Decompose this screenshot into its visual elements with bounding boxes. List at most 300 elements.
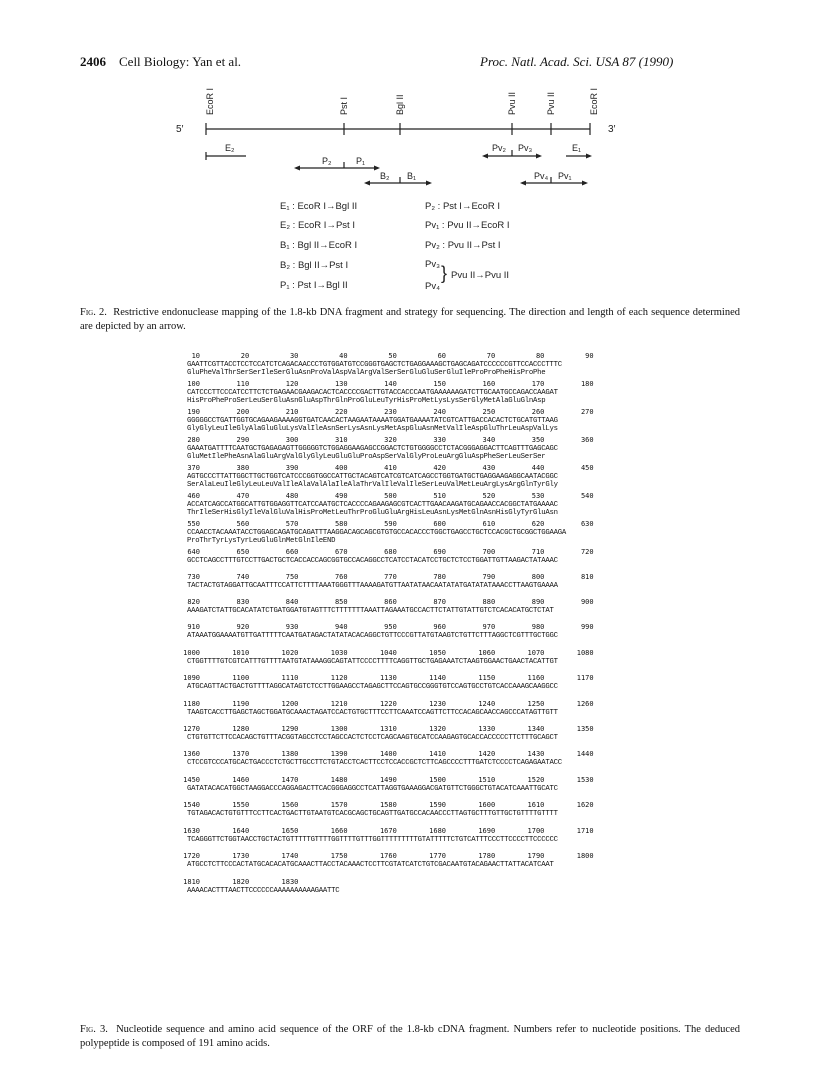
position-number: 150	[433, 380, 446, 388]
nucleotide-line: AAAACACTTTAACTTCCCCCCAAAAAAAAAAGAATTC	[187, 887, 340, 895]
sequence-block	[183, 801, 627, 827]
fragment-label-b2: B₂	[380, 171, 390, 181]
position-number: 720	[580, 548, 594, 556]
site-label-ecori-1: EcoR I	[205, 87, 215, 115]
legend-pv3: Pv₃	[425, 259, 440, 270]
position-number: 520	[482, 492, 496, 500]
position-number: 730	[187, 573, 200, 581]
position-number: 280	[187, 436, 200, 444]
position-number: 890	[531, 598, 545, 606]
position-number: 410	[384, 464, 397, 472]
position-number: 1420	[478, 750, 496, 758]
position-numbers	[183, 827, 627, 836]
position-numbers	[187, 623, 627, 632]
position-number: 1030	[330, 649, 348, 657]
position-number: 770	[384, 573, 397, 581]
position-number: 1640	[232, 827, 250, 835]
position-number: 1060	[478, 649, 496, 657]
nucleotide-line: AGTGCCCTTATTGGCTTGCTGGTCATCCCGGTGGCCATTGCTACAGTCATCGTCATCAGCCTGGTGATGCTGAGGAAGAGGCAATACGGC	[187, 473, 558, 481]
position-number: 220	[334, 408, 348, 416]
position-number: 160	[482, 380, 496, 388]
position-numbers	[183, 700, 627, 709]
nucleotide-line: ATAAATGGAAAATGTTGATTTTTCAATGATAGACTATATACACAGGCTGTTCCCGTTATGTAAGTCTGTTCTTTAGGCTCGTTTGCTGGC	[187, 632, 558, 640]
figure-2-caption	[80, 306, 740, 334]
nucleotide-line: CTCCGTCCCATGCACTGACCCTCTGCTTGCCTTCTGTACCTCACTTCCTCCACCGCTCTTCAGCCCCTTTGATCTCCCCTCAGAGAATACC	[187, 759, 562, 767]
sequence-block	[183, 852, 627, 878]
fragment-label-pv3: Pv₃	[518, 143, 533, 153]
position-number: 470	[236, 492, 250, 500]
position-number: 1230	[429, 700, 446, 708]
nucleotide-line: GGGGGCCTGATTGGTGCAGAAGAAAAGGTGATCAACACTAAGAATAAAATGGATGAAAATATCGTCATTGACCACACTCTGCATGTTAAG	[187, 417, 558, 425]
sequence-block	[183, 827, 627, 853]
sequence-block	[187, 492, 627, 518]
amino-acid-line: GluMetIlePheAsnAlaGluArgValGlyGlyLeuGluGluProAspSerValGlyProLeuArgGluAspPheSerLeuSerSer	[187, 453, 546, 461]
position-number: 1480	[330, 776, 348, 784]
position-number: 660	[285, 548, 299, 556]
fragment-label-b1: B₁	[407, 171, 417, 181]
position-number: 1460	[232, 776, 250, 784]
position-number: 1310	[379, 725, 397, 733]
position-number: 820	[187, 598, 200, 606]
nucleotide-line: GAAATGATTTTCAATGCTGAGAGAGTTGGGGGTCTGGAGGAAGAGCCGGACTCTGTGGGGCCTCTACGGGAGGACTTCAGTTTGAGCAGC	[187, 445, 558, 453]
legend-b2: B₂ : Bgl II→Pst I	[280, 260, 349, 271]
position-number: 170	[531, 380, 545, 388]
position-number: 1490	[379, 776, 397, 784]
legend-pv2: Pv₂ : Pvu II→Pst I	[425, 240, 501, 251]
position-number: 1410	[429, 750, 446, 758]
position-number: 980	[531, 623, 545, 631]
position-number: 420	[433, 464, 446, 472]
position-number: 750	[285, 573, 299, 581]
position-number: 1720	[183, 852, 200, 860]
page-number: 2406	[80, 54, 106, 69]
sequence-block	[187, 464, 627, 490]
fragment-label-p2: P₂	[322, 156, 332, 166]
sequence-block	[183, 649, 627, 675]
position-number: 1800	[576, 852, 594, 860]
nucleotide-line: TACTACTGTAGGATTGCAATTTCCATTCTTTTAAATGGGTTTAAAAGATGTTAATATAACAATATATGATATATAAACCTTAAGTGAAAA	[187, 582, 558, 590]
position-number: 1300	[330, 725, 348, 733]
position-number: 1620	[576, 801, 594, 809]
position-number: 1550	[232, 801, 250, 809]
position-number: 1570	[330, 801, 348, 809]
nucleotide-line: GATATACACATGGCTAAGGACCCAGGAGACTTCACGGGAGGCCTCATTAGGTGAAAGGACGATGTTCTGGGCTGTACATCAAATTGCATC	[187, 785, 558, 793]
position-numbers	[187, 492, 627, 501]
position-number: 1000	[183, 649, 200, 657]
position-number: 1450	[183, 776, 200, 784]
position-number: 1510	[478, 776, 496, 784]
amino-acid-line: SerAlaLeuIleGlyLeuLeuValIleAlaValAlaIleAlaThrValIleValIleSerLeuValMetLeuArgLysArgGlnTyrGly	[187, 481, 558, 489]
position-number: 1290	[281, 725, 299, 733]
position-number: 1140	[429, 674, 446, 682]
position-number: 880	[482, 598, 496, 606]
legend-pv1: Pv₁ : Pvu II→EcoR I	[425, 220, 510, 231]
position-number: 940	[334, 623, 348, 631]
nucleotide-line: AAAGATCTATTGCACATATCTGATGGATGTAGTTTCTTTTTTTAAATTAGAAATGCCACTTCTATTGTATTGTCTCACACATGCTCTAT	[187, 607, 554, 615]
figure-2-label: Fig. 2.	[80, 307, 107, 318]
legend-pv4: Pv₄	[425, 281, 440, 292]
position-number: 510	[433, 492, 446, 500]
position-number: 1120	[330, 674, 348, 682]
sequence-block	[187, 408, 627, 434]
position-number: 1440	[576, 750, 594, 758]
position-number: 1150	[478, 674, 496, 682]
legend-p1: P₁ : Pst I→Bgl II	[280, 280, 348, 291]
position-number: 1320	[429, 725, 446, 733]
position-number: 540	[580, 492, 594, 500]
fragment-label-pv1: Pv₁	[558, 171, 572, 181]
fragment-label-pv2: Pv₂	[492, 143, 506, 153]
position-number: 260	[531, 408, 545, 416]
position-number: 600	[433, 520, 446, 528]
sequence-block	[183, 700, 627, 726]
position-number: 430	[482, 464, 496, 472]
position-number: 1400	[379, 750, 397, 758]
position-number: 920	[236, 623, 250, 631]
position-number: 1520	[527, 776, 545, 784]
position-number: 1740	[281, 852, 299, 860]
arrowhead-left	[482, 154, 488, 159]
position-number: 570	[285, 520, 299, 528]
arrowhead-left	[294, 166, 300, 171]
sequence-block	[183, 750, 627, 776]
position-number: 1540	[183, 801, 200, 809]
restriction-map	[0, 0, 816, 200]
position-number: 1680	[429, 827, 446, 835]
fragment-label-pv4: Pv₄	[534, 171, 549, 181]
nucleotide-line: TGTAGACACTGTGTTTCCTTCACTGACTTGTAATGTCACGCAGCTGCAGTTGATGCCACAACCCTTAGTGCTTTGTTGCTGTTTTGTTTT	[187, 810, 558, 818]
position-number: 300	[285, 436, 299, 444]
position-number: 1070	[527, 649, 545, 657]
position-number: 1590	[429, 801, 446, 809]
position-number: 1560	[281, 801, 299, 809]
position-number: 180	[580, 380, 594, 388]
sequence-block	[187, 520, 627, 546]
position-number: 690	[433, 548, 446, 556]
legend-p2: P₂ : Pst I→EcoR I	[425, 201, 500, 212]
sequence-block	[187, 623, 627, 649]
position-number: 100	[187, 380, 200, 388]
amino-acid-line: GluPheValThrSerSerIleSerGluAsnProValAspValArgValSerSerGluGluSerGluIleProProPheHisProPhe	[187, 369, 546, 377]
position-number: 1170	[576, 674, 594, 682]
position-number: 330	[433, 436, 446, 444]
position-number: 850	[334, 598, 348, 606]
legend-brace: }	[441, 263, 448, 283]
position-number: 340	[482, 436, 496, 444]
position-number: 1110	[281, 674, 299, 682]
position-number: 70	[486, 352, 496, 360]
position-number: 1280	[232, 725, 250, 733]
sequence-block	[187, 598, 627, 624]
position-number: 20	[240, 352, 250, 360]
position-number: 190	[187, 408, 200, 416]
position-numbers	[183, 725, 627, 734]
sequence-block	[187, 573, 627, 599]
position-number: 1190	[232, 700, 250, 708]
position-numbers	[183, 649, 627, 658]
position-number: 1430	[527, 750, 545, 758]
sequence-block	[187, 436, 627, 462]
position-number: 110	[236, 380, 250, 388]
section-title: Cell Biology: Yan et al.	[119, 54, 242, 69]
position-number: 1080	[576, 649, 594, 657]
position-number: 610	[482, 520, 496, 528]
legend-pv34: Pvu II→Pvu II	[451, 270, 510, 281]
legend-e2: E₂ : EcoR I→Pst I	[280, 220, 355, 231]
position-number: 810	[580, 573, 594, 581]
position-numbers	[187, 548, 627, 557]
position-numbers	[183, 852, 627, 861]
position-number: 700	[482, 548, 496, 556]
position-number: 620	[531, 520, 545, 528]
arrowhead-left	[520, 181, 526, 186]
arrowhead-right	[586, 154, 592, 159]
position-number: 860	[384, 598, 397, 606]
position-numbers	[187, 380, 627, 389]
position-number: 1200	[281, 700, 299, 708]
position-number: 1330	[478, 725, 496, 733]
position-numbers	[183, 776, 627, 785]
position-number: 590	[384, 520, 397, 528]
sequence-block	[183, 776, 627, 802]
legend-e1: E₁ : EcoR I→Bgl II	[280, 201, 358, 212]
amino-acid-line: GlyGlyLeuIleGlyAlaGluGluLysValIleAsnSerLysAsnLysMetAspGluAsnMetValIleAspGluThrLeuAspValLys	[187, 425, 558, 433]
position-number: 400	[334, 464, 348, 472]
position-number: 1020	[281, 649, 299, 657]
figure-3-caption	[80, 1023, 740, 1051]
legend-b1: B₁ : Bgl II→EcoR I	[280, 240, 358, 251]
position-number: 1730	[232, 852, 250, 860]
position-number: 1470	[281, 776, 299, 784]
nucleotide-line: CTGTGTTCTTCCACAGCTGTTTACGGTAGCCTCCTAGCCACTCTCCTCAGCAAGTGCATCCAAGAGTGCACCACCCCCTTCTTTGCAGCT	[187, 734, 558, 742]
position-number: 250	[482, 408, 496, 416]
position-number: 360	[580, 436, 594, 444]
sequence-block	[183, 674, 627, 700]
position-number: 1130	[379, 674, 397, 682]
site-label-psti: Pst I	[339, 96, 349, 115]
position-number: 320	[384, 436, 397, 444]
position-number: 10	[191, 352, 200, 360]
position-number: 990	[580, 623, 594, 631]
position-number: 60	[437, 352, 446, 360]
position-number: 1750	[330, 852, 348, 860]
site-label-pvuii-1: Pvu II	[507, 91, 517, 115]
position-number: 40	[339, 352, 348, 360]
position-number: 550	[187, 520, 200, 528]
nucleotide-line: GAATTCGTTACCTCCTCCATCTCAGACAACCCTGTGGATGTCCGGGTGAGCTCTGAGGAAAGCTGAGCAGATCCCCCCGTTCCACCCTTTC	[187, 361, 562, 369]
position-number: 1380	[281, 750, 299, 758]
figure-3-text: Nucleotide sequence and amino acid sequence of the ORF of the 1.8-kb cDNA fragment. Numbers refer to nucleotide positions. The deduced polypeptide is composed of 191 amino acids.	[80, 1024, 741, 1049]
position-number: 210	[285, 408, 299, 416]
position-number: 680	[384, 548, 397, 556]
arrowhead-left	[364, 181, 370, 186]
position-number: 1220	[379, 700, 397, 708]
sequence-block	[183, 725, 627, 751]
position-number: 1160	[527, 674, 545, 682]
position-number: 1090	[183, 674, 200, 682]
position-number: 830	[236, 598, 250, 606]
position-numbers	[183, 750, 627, 759]
position-number: 1180	[183, 700, 200, 708]
site-label-ecori-2: EcoR I	[589, 87, 599, 115]
position-number: 1340	[527, 725, 545, 733]
amino-acid-line: ThrIleSerHisGlyIleValGluValHisProMetLeuThrProGluGluArgHisLeuAsnLysMetGlnAsnHisGlyTyrGluAsn	[187, 509, 558, 517]
five-prime-end: 5′	[176, 124, 184, 135]
position-number: 1690	[478, 827, 496, 835]
position-number: 390	[285, 464, 299, 472]
position-number: 1350	[576, 725, 594, 733]
position-number: 1210	[330, 700, 348, 708]
arrowhead-right	[582, 181, 588, 186]
nucleotide-line: ATGCCTCTTCCCACTATGCACACATGCAAACTTACCTACAAACTCCTTCGTATCATCTGTCGACAATGTACAGAACTTATTACATCAAT	[187, 861, 554, 869]
position-numbers	[187, 464, 627, 473]
position-number: 840	[285, 598, 299, 606]
position-number: 310	[334, 436, 348, 444]
position-numbers	[183, 674, 627, 683]
position-number: 350	[531, 436, 545, 444]
position-number: 710	[531, 548, 545, 556]
position-number: 200	[236, 408, 250, 416]
position-number: 650	[236, 548, 250, 556]
nucleotide-line: ACCATCAGCCATGGCATTGTGGAGGTTCATCCAATGCTCACCCCAGAAGAGCGTCACTTGAACAAGATGCAGAACCACGGCTATGAAAAC	[187, 501, 558, 509]
position-number: 130	[334, 380, 348, 388]
amino-acid-line: ProThrTyrLysTyrLeuGluGlnMetGlnIleEND	[187, 537, 336, 545]
position-number: 640	[187, 548, 200, 556]
fragment-label-p1: P₁	[356, 156, 366, 166]
sequence-block	[187, 380, 627, 406]
position-number: 230	[384, 408, 397, 416]
position-number: 1630	[183, 827, 200, 835]
position-number: 1760	[379, 852, 397, 860]
fragment-label-e1: E₁	[572, 143, 582, 153]
position-number: 1370	[232, 750, 250, 758]
position-number: 140	[384, 380, 397, 388]
position-number: 240	[433, 408, 446, 416]
amino-acid-line: HisProPheProSerLeuSerGluAsnGluAspThrGlnProGluLeuTyrHisProMetLysLysSerGlyMetAlaGluGlnAsp	[187, 397, 546, 405]
position-number: 930	[285, 623, 299, 631]
position-number: 560	[236, 520, 250, 528]
position-number: 960	[433, 623, 446, 631]
position-number: 1790	[527, 852, 545, 860]
position-numbers	[187, 573, 627, 582]
nucleotide-line: CTGGTTTTGTCGTCATTTGTTTTAATGTATAAAGGCAGTATTCCCCTTTTCAGGTTGCTGAGAAATCTAAGTGGAACTGAACTACATTGT	[187, 658, 558, 666]
position-number: 460	[187, 492, 200, 500]
nucleotide-line: TCAGGGTTCTGGTAACCTGCTACTGTTTTTGTTTTGGTTTTGTTTGGTTTTTTTTTGTATTTTTCTGTCATTTCCCTTCCCCTTCCCCCC	[187, 836, 558, 844]
position-number: 760	[334, 573, 348, 581]
sequence-block	[183, 878, 627, 904]
position-number: 1390	[330, 750, 348, 758]
position-number: 950	[384, 623, 397, 631]
position-number: 380	[236, 464, 250, 472]
sequence-block	[187, 352, 627, 378]
position-number: 740	[236, 573, 250, 581]
nucleotide-line: TAAGTCACCTTGAGCTAGCTGGATGCAAACTAGATCCACTGTGCTTTCCTTCAAATCCAGTTCTTCCACAGCAACCAGCCCATAGTTGTT	[187, 709, 558, 717]
nucleotide-line: CATCCCTTCCCATCCTTCTCTGAGAACGAAGACACTCACCCCGACTTGTACCACCCAATGAAAAAAGATCTTGCAATGCCAGACCAAGAT	[187, 389, 558, 397]
position-number: 1820	[232, 878, 250, 886]
position-numbers	[183, 878, 627, 887]
position-number: 370	[187, 464, 200, 472]
position-number: 1250	[527, 700, 545, 708]
position-number: 1580	[379, 801, 397, 809]
nucleotide-line: ATGCAGTTACTGACTGTTTTAGGCATAGTCTCCTTGGAAGCCTAGAGCTTCCAGTGCCGGGTGTCCAGTGCCTGTCACCAAAGCAAGGCC	[187, 683, 558, 691]
position-number: 80	[535, 352, 545, 360]
position-number: 970	[482, 623, 496, 631]
position-number: 580	[334, 520, 348, 528]
arrowhead-right	[374, 166, 380, 171]
position-number: 1010	[232, 649, 250, 657]
position-number: 440	[531, 464, 545, 472]
position-numbers	[187, 436, 627, 445]
position-number: 1770	[429, 852, 446, 860]
position-number: 490	[334, 492, 348, 500]
position-number: 1360	[183, 750, 200, 758]
position-number: 1040	[379, 649, 397, 657]
fragment-label-e2: E₂	[225, 143, 235, 153]
position-number: 1500	[429, 776, 446, 784]
position-number: 270	[580, 408, 594, 416]
position-number: 1270	[183, 725, 200, 733]
position-number: 800	[531, 573, 545, 581]
arrowhead-right	[426, 181, 432, 186]
position-number: 1700	[527, 827, 545, 835]
three-prime-end: 3′	[608, 124, 616, 135]
nucleotide-line: GCCTCAGCCTTTGTCCTTGACTGCTCACCACCAGCGGTGCCACAGGCCTCATCCTACATCCTGCTCTCCTGGATTGTTAAGACTATAAAC	[187, 557, 558, 565]
position-numbers	[183, 801, 627, 810]
position-number: 780	[433, 573, 446, 581]
position-number: 1100	[232, 674, 250, 682]
position-number: 1780	[478, 852, 496, 860]
position-number: 1240	[478, 700, 496, 708]
position-number: 1260	[576, 700, 594, 708]
position-number: 290	[236, 436, 250, 444]
position-number: 1670	[379, 827, 397, 835]
position-number: 50	[388, 352, 397, 360]
position-number: 1810	[183, 878, 200, 886]
position-number: 1710	[576, 827, 594, 835]
position-number: 630	[580, 520, 594, 528]
position-number: 870	[433, 598, 446, 606]
position-number: 450	[580, 464, 594, 472]
position-number: 30	[289, 352, 299, 360]
position-number: 1660	[330, 827, 348, 835]
position-number: 530	[531, 492, 545, 500]
position-number: 1610	[527, 801, 545, 809]
site-label-pvuii-2: Pvu II	[546, 91, 556, 115]
position-number: 90	[585, 352, 594, 360]
position-number: 910	[187, 623, 200, 631]
position-number: 670	[334, 548, 348, 556]
position-number: 120	[285, 380, 299, 388]
position-number: 1530	[576, 776, 594, 784]
journal-citation: Proc. Natl. Acad. Sci. USA 87 (1990)	[480, 54, 674, 69]
figure-2-text: Restrictive endonuclease mapping of the 1.8-kb DNA fragment and strategy for sequencing. The direction and length of each sequence determined are depicted by an arrow.	[80, 307, 741, 332]
position-numbers	[187, 520, 627, 529]
site-label-bglii: Bgl II	[395, 94, 405, 115]
position-number: 1600	[478, 801, 496, 809]
position-number: 480	[285, 492, 299, 500]
sequence-block	[187, 548, 627, 574]
arrowhead-right	[536, 154, 542, 159]
position-numbers	[187, 352, 627, 361]
position-number: 500	[384, 492, 397, 500]
position-number: 1050	[429, 649, 446, 657]
position-number: 1830	[281, 878, 299, 886]
figure-3-label: Fig. 3.	[80, 1024, 108, 1035]
position-numbers	[187, 408, 627, 417]
position-number: 1650	[281, 827, 299, 835]
position-number: 900	[580, 598, 594, 606]
position-numbers	[187, 598, 627, 607]
